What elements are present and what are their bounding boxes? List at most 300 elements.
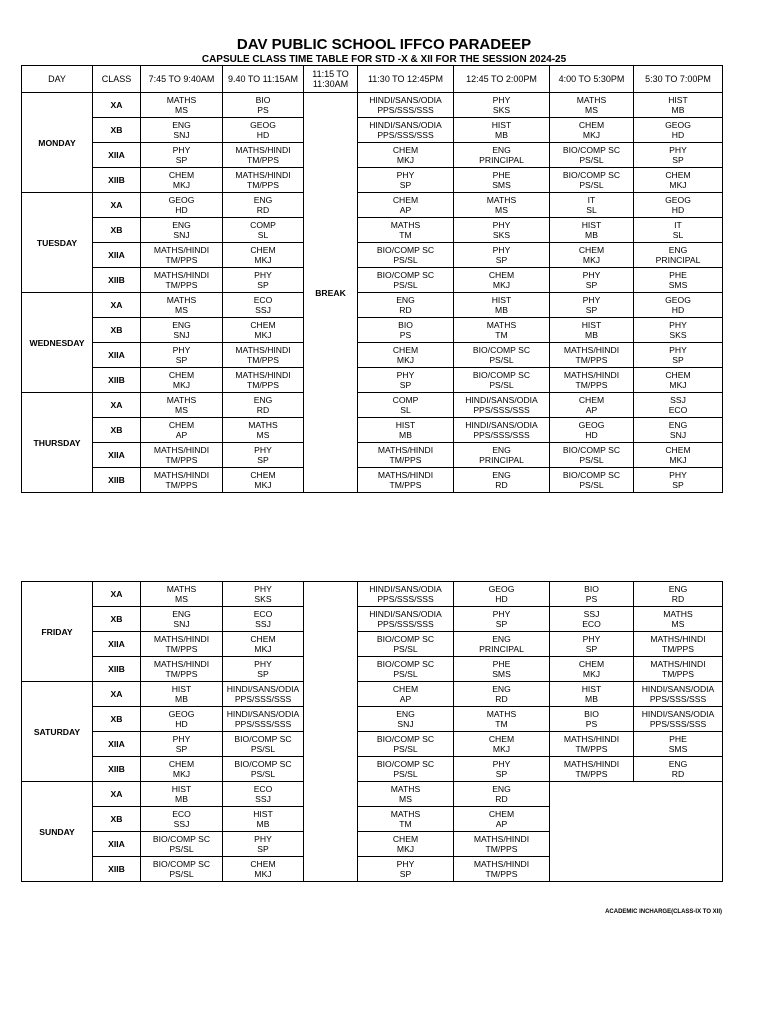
teacher-code: TM/PPS: [165, 644, 198, 654]
subject-name: MATHS/HINDI: [235, 370, 291, 380]
subject-name: PHY: [172, 734, 191, 744]
subject-cell: [141, 732, 223, 757]
class-label: XIIA: [93, 343, 141, 368]
teacher-code: SL: [257, 230, 269, 240]
teacher-code: TM: [399, 819, 412, 829]
subject-name: ENG: [668, 759, 688, 769]
teacher-code: TM/PPS: [575, 769, 608, 779]
subject-name: PHY: [669, 320, 687, 330]
day-label: TUESDAY: [22, 193, 93, 293]
subject-name: BIO/COMP SC: [376, 270, 435, 280]
teacher-code: MS: [399, 794, 412, 804]
teacher-code: SKS: [669, 330, 687, 340]
table-row: [22, 143, 723, 168]
class-label: XIIA: [93, 143, 141, 168]
class-label: XB: [93, 218, 141, 243]
teacher-code: HD: [495, 594, 508, 604]
teacher-code: MKJ: [254, 255, 272, 265]
subject-cell: [223, 682, 304, 707]
subject-cell: [454, 807, 550, 832]
teacher-code: SMS: [492, 180, 511, 190]
subject-name: MATHS/HINDI: [377, 445, 434, 455]
teacher-code: ECO: [582, 619, 601, 629]
teacher-code: MKJ: [172, 180, 191, 190]
subject-cell: [550, 632, 634, 657]
subject-cell: [141, 418, 223, 443]
subject-name: CHEM: [665, 445, 691, 455]
teacher-code: HD: [671, 205, 685, 215]
class-label: XIIA: [93, 443, 141, 468]
subject-cell: [141, 632, 223, 657]
subject-name: BIO/COMP SC: [152, 859, 211, 869]
subject-name: GEOG: [168, 195, 195, 205]
header-period-4: 11:30 TO 12:45PM: [358, 66, 454, 93]
subject-name: MATHS/HINDI: [650, 659, 706, 669]
subject-cell: [141, 343, 223, 368]
header-break-time: 11:15 TO 11:30AM: [304, 66, 358, 93]
subject-cell: [358, 443, 454, 468]
table-row: [22, 468, 723, 493]
subject-name: PHY: [492, 609, 511, 619]
subject-name: ENG: [492, 145, 511, 155]
subject-name: CHEM: [578, 245, 605, 255]
subject-cell: [634, 268, 723, 293]
teacher-code: TM/PPS: [165, 255, 198, 265]
subject-cell: [358, 168, 454, 193]
teacher-code: SNJ: [669, 430, 687, 440]
table-row: [22, 393, 723, 418]
teacher-code: SNJ: [173, 130, 190, 140]
subject-name: PHY: [669, 470, 687, 480]
subject-cell: [634, 318, 723, 343]
subject-cell: [223, 93, 304, 118]
teacher-code: RD: [495, 694, 508, 704]
teacher-code: SNJ: [173, 230, 190, 240]
subject-name: MATHS/HINDI: [153, 634, 210, 644]
teacher-code: PS/SL: [489, 380, 514, 390]
subject-cell: [454, 732, 550, 757]
teacher-code: PS/SL: [393, 255, 418, 265]
subject-name: ENG: [492, 784, 511, 794]
header-period-6: 4:00 TO 5:30PM: [550, 66, 634, 93]
subject-name: BIO/COMP SC: [562, 145, 621, 155]
subject-cell: [223, 143, 304, 168]
subject-cell: [634, 582, 723, 607]
teacher-code: SP: [585, 305, 598, 315]
subject-cell: [550, 468, 634, 493]
table-row: [22, 268, 723, 293]
subject-name: PHE: [492, 170, 511, 180]
subject-cell: [223, 193, 304, 218]
class-label: XB: [93, 418, 141, 443]
subject-name: CHEM: [488, 734, 515, 744]
subject-name: CHEM: [392, 145, 419, 155]
header-class: CLASS: [93, 66, 141, 93]
table-row: [22, 193, 723, 218]
header-period-1: 7:45 TO 9:40AM: [141, 66, 223, 93]
subject-name: BIO: [398, 320, 413, 330]
subject-name: PHE: [669, 270, 687, 280]
teacher-code: AP: [585, 405, 598, 415]
subject-name: PHY: [396, 170, 415, 180]
subject-name: GEOG: [168, 709, 195, 719]
teacher-code: SKS: [254, 594, 272, 604]
teacher-code: SP: [672, 155, 684, 165]
subject-name: MATHS/HINDI: [377, 470, 434, 480]
subject-cell: [358, 582, 454, 607]
subject-cell: [223, 468, 304, 493]
class-label: XIIA: [93, 732, 141, 757]
subject-name: HIST: [395, 420, 416, 430]
subject-cell: [454, 393, 550, 418]
table-row: [22, 682, 723, 707]
teacher-code: MKJ: [172, 380, 191, 390]
teacher-code: SP: [175, 155, 188, 165]
teacher-code: TM: [399, 230, 412, 240]
class-label: XB: [93, 318, 141, 343]
subject-name: PHY: [396, 859, 415, 869]
subject-cell: [550, 318, 634, 343]
table-row: [22, 243, 723, 268]
teacher-code: MB: [399, 430, 412, 440]
subject-name: MATHS/HINDI: [153, 245, 210, 255]
teacher-code: RD: [495, 794, 508, 804]
subject-name: PHE: [669, 734, 687, 744]
subject-name: MATHS/HINDI: [563, 370, 620, 380]
subject-cell: [550, 757, 634, 782]
subject-cell: [550, 143, 634, 168]
teacher-code: PRINCIPAL: [479, 644, 524, 654]
subject-cell: [550, 607, 634, 632]
subject-cell: [634, 682, 723, 707]
subject-name: MATHS/HINDI: [563, 759, 620, 769]
table-row: [22, 218, 723, 243]
teacher-code: TM/PPS: [247, 180, 279, 190]
subject-cell: [634, 368, 723, 393]
table-row: [22, 732, 723, 757]
subject-name: ECO: [253, 609, 273, 619]
subject-cell: [223, 707, 304, 732]
subject-name: HINDI/SANS/ODIA: [641, 684, 715, 694]
subject-cell: [454, 93, 550, 118]
table-row: [22, 632, 723, 657]
teacher-code: PS/SL: [169, 844, 194, 854]
teacher-code: SNJ: [173, 330, 190, 340]
subject-cell: [454, 782, 550, 807]
subject-name: MATHS/HINDI: [153, 470, 210, 480]
subject-name: HINDI/SANS/ODIA: [369, 584, 442, 594]
teacher-code: PS/SL: [393, 669, 418, 679]
teacher-code: SP: [257, 455, 269, 465]
subject-name: PHY: [254, 584, 272, 594]
teacher-code: PS/SL: [169, 869, 194, 879]
teacher-code: MKJ: [254, 330, 272, 340]
subject-name: BIO/COMP SC: [376, 634, 435, 644]
subject-name: MATHS: [390, 220, 421, 230]
subject-cell: [634, 168, 723, 193]
subject-name: ENG: [668, 420, 688, 430]
subject-cell: [550, 707, 634, 732]
teacher-code: SL: [400, 405, 411, 415]
subject-cell: [634, 193, 723, 218]
teacher-code: RD: [399, 305, 412, 315]
teacher-code: TM/PPS: [662, 669, 694, 679]
subject-cell: [141, 443, 223, 468]
subject-name: PHY: [172, 145, 191, 155]
timetable-part-2: [21, 581, 723, 882]
subject-name: BIO: [255, 95, 271, 105]
subject-name: MATHS/HINDI: [235, 145, 291, 155]
subject-cell: [634, 707, 723, 732]
teacher-code: TM/PPS: [389, 480, 422, 490]
subject-cell: [454, 368, 550, 393]
table-row: [22, 707, 723, 732]
subject-cell: [454, 293, 550, 318]
teacher-code: MKJ: [492, 744, 511, 754]
teacher-code: SMS: [492, 669, 511, 679]
subject-cell: [358, 193, 454, 218]
teacher-code: RD: [671, 769, 685, 779]
subject-cell: [454, 468, 550, 493]
teacher-code: PPS/SSS/SSS: [473, 430, 530, 440]
subject-name: CHEM: [578, 395, 605, 405]
subject-cell: [550, 657, 634, 682]
subject-name: ENG: [396, 709, 415, 719]
subject-name: PHE: [492, 659, 511, 669]
teacher-code: TM: [495, 719, 508, 729]
subject-name: HIST: [581, 220, 602, 230]
teacher-code: MB: [585, 230, 598, 240]
teacher-code: MKJ: [582, 130, 601, 140]
class-label: XIIA: [93, 832, 141, 857]
subject-name: ENG: [492, 634, 511, 644]
empty-slot: [550, 782, 723, 882]
subject-cell: [358, 757, 454, 782]
class-label: XIIB: [93, 857, 141, 882]
class-label: XA: [93, 782, 141, 807]
subject-cell: [550, 443, 634, 468]
subject-cell: [141, 318, 223, 343]
table-row: [22, 757, 723, 782]
class-label: XIIB: [93, 368, 141, 393]
subject-cell: [358, 857, 454, 882]
teacher-code: SP: [175, 355, 188, 365]
teacher-code: PS: [257, 105, 269, 115]
teacher-code: MKJ: [669, 380, 687, 390]
subject-cell: [550, 293, 634, 318]
subject-name: CHEM: [392, 834, 419, 844]
teacher-code: SP: [495, 769, 508, 779]
subject-cell: [223, 732, 304, 757]
subject-name: CHEM: [250, 245, 276, 255]
subject-cell: [358, 607, 454, 632]
day-label: SATURDAY: [22, 682, 93, 782]
subject-cell: [141, 832, 223, 857]
teacher-code: AP: [399, 694, 412, 704]
subject-name: CHEM: [168, 759, 195, 769]
subject-name: PHY: [492, 220, 511, 230]
subject-name: CHEM: [488, 270, 515, 280]
subject-cell: [634, 732, 723, 757]
teacher-code: SMS: [668, 744, 688, 754]
teacher-code: SP: [257, 280, 269, 290]
teacher-code: PS/SL: [393, 769, 418, 779]
subject-cell: [454, 832, 550, 857]
teacher-code: SP: [399, 380, 412, 390]
class-label: XA: [93, 682, 141, 707]
subject-name: HINDI/SANS/ODIA: [465, 395, 538, 405]
teacher-code: MB: [585, 694, 598, 704]
subject-cell: [634, 757, 723, 782]
teacher-code: MS: [495, 205, 508, 215]
subject-cell: [454, 268, 550, 293]
timetable-subtitle: CAPSULE CLASS TIME TABLE FOR STD -X & XII FOR THE SESSION 2024-25: [201, 54, 567, 65]
teacher-code: AP: [175, 430, 188, 440]
subject-name: ECO: [253, 295, 273, 305]
table-row: [22, 318, 723, 343]
teacher-code: PS/SL: [393, 744, 418, 754]
teacher-code: TM/PPS: [247, 380, 279, 390]
teacher-code: SP: [257, 669, 269, 679]
subject-cell: [223, 632, 304, 657]
teacher-code: TM: [495, 330, 508, 340]
subject-cell: [454, 707, 550, 732]
subject-name: BIO/COMP SC: [234, 759, 292, 769]
subject-cell: [634, 607, 723, 632]
subject-name: MATHS: [166, 584, 197, 594]
teacher-code: SP: [399, 869, 412, 879]
subject-cell: [550, 268, 634, 293]
subject-name: BIO/COMP SC: [376, 659, 435, 669]
class-label: XIIB: [93, 268, 141, 293]
subject-name: BIO/COMP SC: [376, 245, 435, 255]
table-row: [22, 93, 723, 118]
subject-cell: [223, 857, 304, 882]
teacher-code: TM/PPS: [165, 455, 198, 465]
teacher-code: MKJ: [492, 280, 511, 290]
subject-cell: [454, 582, 550, 607]
subject-name: CHEM: [168, 370, 195, 380]
subject-cell: [454, 632, 550, 657]
subject-name: CHEM: [488, 809, 515, 819]
teacher-code: PPS/SSS/SSS: [377, 594, 434, 604]
teacher-code: PS/SL: [393, 280, 418, 290]
subject-cell: [223, 607, 304, 632]
subject-name: BIO: [584, 709, 599, 719]
day-label: SUNDAY: [22, 782, 93, 882]
teacher-code: PPS/SSS/SSS: [377, 130, 434, 140]
teacher-code: SP: [585, 280, 598, 290]
teacher-code: SP: [495, 255, 508, 265]
subject-name: PHY: [582, 295, 601, 305]
subject-name: MATHS: [248, 420, 278, 430]
subject-name: GEOG: [578, 420, 605, 430]
table-row: [22, 293, 723, 318]
subject-cell: [634, 243, 723, 268]
subject-name: MATHS: [166, 295, 197, 305]
teacher-code: RD: [495, 480, 508, 490]
subject-cell: [358, 143, 454, 168]
subject-name: MATHS/HINDI: [235, 170, 291, 180]
class-label: XB: [93, 807, 141, 832]
subject-name: BIO/COMP SC: [472, 370, 531, 380]
subject-name: ENG: [253, 195, 273, 205]
subject-cell: [141, 93, 223, 118]
subject-cell: [454, 607, 550, 632]
teacher-code: PPS/SSS/SSS: [649, 719, 707, 729]
subject-name: COMP: [250, 220, 276, 230]
subject-cell: [223, 343, 304, 368]
subject-cell: [634, 657, 723, 682]
subject-name: BIO/COMP SC: [376, 759, 435, 769]
subject-cell: [358, 393, 454, 418]
teacher-code: PRINCIPAL: [479, 155, 524, 165]
teacher-code: MS: [256, 430, 270, 440]
subject-cell: [358, 657, 454, 682]
teacher-code: SMS: [668, 280, 688, 290]
class-label: XIIA: [93, 243, 141, 268]
teacher-code: PS/SL: [579, 155, 604, 165]
subject-name: ENG: [492, 445, 511, 455]
subject-cell: [141, 607, 223, 632]
teacher-code: PS/SL: [579, 480, 604, 490]
subject-name: MATHS: [486, 195, 517, 205]
teacher-code: TM/PPS: [165, 669, 198, 679]
teacher-code: HD: [671, 305, 685, 315]
teacher-code: MB: [175, 794, 188, 804]
subject-cell: [141, 218, 223, 243]
subject-cell: [141, 243, 223, 268]
subject-cell: [358, 368, 454, 393]
subject-cell: [358, 732, 454, 757]
subject-cell: [550, 168, 634, 193]
subject-name: PHY: [254, 659, 272, 669]
teacher-code: MKJ: [254, 480, 272, 490]
teacher-code: MKJ: [254, 644, 272, 654]
teacher-code: MKJ: [172, 769, 191, 779]
teacher-code: PRINCIPAL: [479, 455, 524, 465]
header-period-5: 12:45 TO 2:00PM: [454, 66, 550, 93]
subject-name: HIST: [491, 295, 512, 305]
teacher-code: PS/SL: [579, 180, 604, 190]
subject-cell: [141, 193, 223, 218]
subject-cell: [550, 368, 634, 393]
table-row: [22, 657, 723, 682]
class-label: XA: [93, 393, 141, 418]
subject-cell: [223, 832, 304, 857]
subject-cell: [358, 707, 454, 732]
subject-name: ENG: [668, 245, 688, 255]
subject-cell: [223, 218, 304, 243]
subject-cell: [634, 118, 723, 143]
teacher-code: MS: [175, 594, 188, 604]
table-row: [22, 443, 723, 468]
teacher-code: TM/PPS: [247, 355, 279, 365]
teacher-code: MKJ: [396, 355, 415, 365]
subject-name: ENG: [172, 320, 191, 330]
subject-cell: [223, 782, 304, 807]
teacher-code: TM/PPS: [485, 869, 518, 879]
table-row: [22, 418, 723, 443]
teacher-code: MKJ: [582, 255, 601, 265]
subject-cell: [223, 418, 304, 443]
subject-cell: [454, 343, 550, 368]
teacher-code: SSJ: [255, 619, 271, 629]
subject-name: PHY: [669, 345, 687, 355]
teacher-code: SKS: [492, 105, 511, 115]
teacher-code: MB: [671, 105, 685, 115]
subject-name: BIO/COMP SC: [472, 345, 531, 355]
